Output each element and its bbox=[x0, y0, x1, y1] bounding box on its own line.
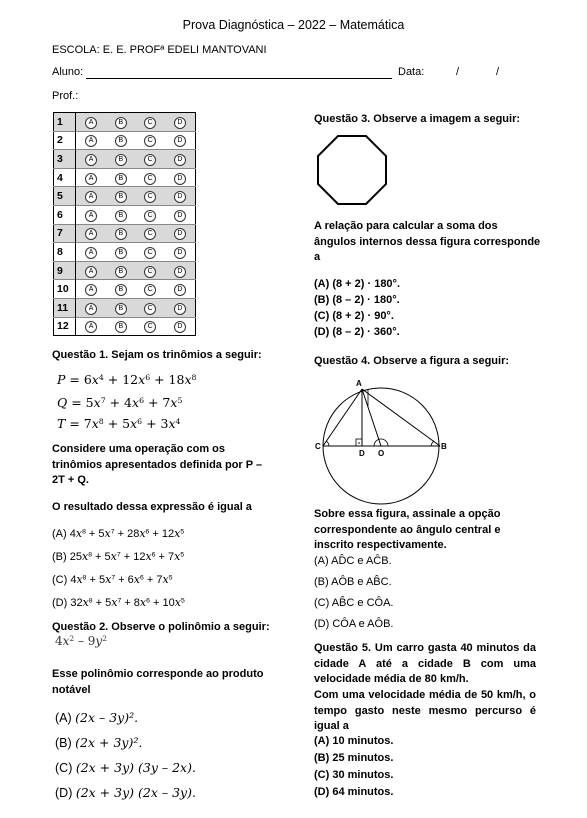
answer-cell bbox=[106, 187, 135, 206]
answer-bubble[interactable]: B bbox=[115, 135, 127, 147]
page-title: Prova Diagnóstica – 2022 – Matemática bbox=[182, 18, 405, 32]
answer-cell bbox=[165, 280, 196, 299]
answer-bubble[interactable]: C bbox=[144, 303, 156, 315]
answer-bubble[interactable]: D bbox=[174, 191, 186, 203]
q2-polynomial: $4x^2 - 9y^2$ bbox=[55, 633, 107, 648]
answer-bubble[interactable]: A bbox=[85, 210, 97, 222]
answer-cell bbox=[135, 224, 164, 243]
answer-bubble[interactable]: A bbox=[85, 173, 97, 185]
q1-eq-q: $Q = 5x^7 + 4x^6 + 7x^5$ bbox=[57, 395, 183, 410]
answer-cell bbox=[106, 317, 135, 336]
answer-bubble[interactable]: A bbox=[85, 303, 97, 315]
answer-cell bbox=[106, 298, 135, 317]
answer-cell bbox=[135, 243, 164, 262]
answer-bubble[interactable]: B bbox=[115, 173, 127, 185]
answer-bubble[interactable]: A bbox=[85, 117, 97, 129]
answer-row bbox=[54, 131, 196, 150]
answer-bubble[interactable]: C bbox=[144, 228, 156, 240]
answer-cell bbox=[76, 298, 107, 317]
school-name: ESCOLA: E. E. PROFª EDELI MANTOVANI bbox=[52, 44, 267, 56]
answer-bubble[interactable]: B bbox=[115, 247, 127, 259]
answer-cell bbox=[106, 243, 135, 262]
q2-option[interactable]: (A) (2x – 3y)². bbox=[55, 710, 139, 725]
answer-row bbox=[54, 261, 196, 280]
answer-bubble[interactable]: D bbox=[174, 321, 186, 333]
answer-cell bbox=[165, 243, 196, 262]
answer-bubble[interactable]: C bbox=[144, 117, 156, 129]
q3-title: Questão 3. Observe a imagem a seguir: bbox=[314, 113, 521, 125]
q3-option[interactable]: (C) (8 + 2) · 90°. bbox=[314, 310, 394, 322]
answer-row bbox=[54, 205, 196, 224]
date-label: Data: bbox=[398, 66, 425, 78]
q5-option[interactable]: (B) 25 minutos. bbox=[314, 752, 394, 764]
q1-eq-p: $P = 6x^4 + 12x^6 + 18x^8$ bbox=[57, 372, 197, 387]
answer-bubble[interactable]: B bbox=[115, 154, 127, 166]
answer-bubble[interactable]: D bbox=[174, 266, 186, 278]
q2-option[interactable]: (D) (2x + 3y) (2x – 3y). bbox=[55, 785, 196, 800]
answer-bubble[interactable]: B bbox=[115, 321, 127, 333]
answer-bubble[interactable]: C bbox=[144, 284, 156, 296]
answer-row-number: 3 bbox=[54, 150, 76, 169]
answer-row-number: 8 bbox=[54, 243, 76, 262]
answer-cell bbox=[165, 261, 196, 280]
label-b: B bbox=[441, 442, 447, 451]
answer-cell bbox=[76, 317, 107, 336]
answer-bubble[interactable]: A bbox=[85, 266, 97, 278]
answer-bubble[interactable]: B bbox=[115, 117, 127, 129]
answer-row-number: 9 bbox=[54, 261, 76, 280]
answer-row-number: 10 bbox=[54, 280, 76, 299]
answer-bubble[interactable]: D bbox=[174, 303, 186, 315]
answer-bubble[interactable]: C bbox=[144, 210, 156, 222]
q4-option[interactable]: (B) AÔB e AB̂C. bbox=[314, 576, 392, 588]
answer-cell bbox=[76, 131, 107, 150]
answer-bubble[interactable]: C bbox=[144, 173, 156, 185]
answer-cell bbox=[135, 150, 164, 169]
answer-bubble[interactable]: C bbox=[144, 247, 156, 259]
answer-cell bbox=[135, 298, 164, 317]
octagon-figure bbox=[316, 134, 388, 206]
q3-option[interactable]: (A) (8 + 2) · 180°. bbox=[314, 278, 401, 290]
answer-bubble[interactable]: B bbox=[115, 266, 127, 278]
answer-row bbox=[54, 298, 196, 317]
answer-cell bbox=[135, 113, 164, 132]
answer-cell bbox=[106, 261, 135, 280]
label-c: C bbox=[315, 442, 321, 451]
q5-option[interactable]: (D) 64 minutos. bbox=[314, 786, 394, 798]
answer-bubble[interactable]: B bbox=[115, 191, 127, 203]
prof-label: Prof.: bbox=[52, 90, 79, 102]
q5-option[interactable]: (C) 30 minutos. bbox=[314, 769, 394, 781]
aluno-label: Aluno: bbox=[52, 66, 84, 78]
answer-bubble[interactable]: D bbox=[174, 173, 186, 185]
answer-bubble[interactable]: A bbox=[85, 284, 97, 296]
answer-row-number: 7 bbox=[54, 224, 76, 243]
circle-figure bbox=[312, 376, 452, 508]
q3-option[interactable]: (D) (8 – 2) · 360°. bbox=[314, 326, 400, 338]
label-o: O bbox=[378, 449, 385, 458]
answer-cell bbox=[135, 205, 164, 224]
label-d: D bbox=[359, 449, 365, 458]
date-separator: / bbox=[496, 66, 500, 78]
answer-bubble[interactable]: B bbox=[115, 210, 127, 222]
q1-prompt: O resultado dessa expressão é igual a bbox=[52, 501, 252, 513]
answer-row bbox=[54, 224, 196, 243]
q2-option[interactable]: (C) (2x + 3y) (3y – 2x). bbox=[55, 760, 196, 775]
answer-row bbox=[54, 168, 196, 187]
answer-bubble[interactable]: B bbox=[115, 284, 127, 296]
answer-cell bbox=[165, 224, 196, 243]
q2-prompt: Esse polinômio corresponde ao produto notável bbox=[52, 668, 264, 696]
answer-cell bbox=[76, 168, 107, 187]
answer-row-number: 4 bbox=[54, 168, 76, 187]
answer-bubble[interactable]: A bbox=[85, 154, 97, 166]
answer-bubble[interactable]: C bbox=[144, 321, 156, 333]
q4-title: Questão 4. Observe a figura a seguir: bbox=[314, 355, 510, 367]
answer-cell bbox=[165, 205, 196, 224]
q1-option[interactable]: (A) $4x^8 + 5x^7 + 28x^6 + 12x^5$ bbox=[52, 527, 185, 540]
answer-cell bbox=[76, 224, 107, 243]
q1-option[interactable]: (C) $4x^8 + 5x^7 + 6x^6 + 7x^5$ bbox=[52, 573, 173, 586]
answer-cell bbox=[165, 150, 196, 169]
answer-bubble[interactable]: D bbox=[174, 154, 186, 166]
answer-bubble[interactable]: C bbox=[144, 266, 156, 278]
answer-row-number: 2 bbox=[54, 131, 76, 150]
q2-option[interactable]: (B) (2x + 3y)². bbox=[55, 735, 143, 750]
answer-cell bbox=[106, 131, 135, 150]
answer-cell bbox=[135, 261, 164, 280]
label-a: A bbox=[356, 379, 362, 388]
answer-cell bbox=[135, 168, 164, 187]
answer-cell bbox=[135, 317, 164, 336]
answer-cell bbox=[76, 280, 107, 299]
answer-bubble[interactable]: D bbox=[174, 247, 186, 259]
answer-cell bbox=[106, 205, 135, 224]
answer-cell bbox=[135, 187, 164, 206]
q1-title: Questão 1. Sejam os trinômios a seguir: bbox=[52, 349, 262, 361]
answer-bubble[interactable]: A bbox=[85, 321, 97, 333]
answer-row bbox=[54, 150, 196, 169]
answer-cell bbox=[76, 243, 107, 262]
aluno-line bbox=[86, 78, 392, 79]
answer-row-number: 11 bbox=[54, 298, 76, 317]
answer-cell bbox=[76, 261, 107, 280]
answer-bubble[interactable]: A bbox=[85, 228, 97, 240]
answer-bubble[interactable]: D bbox=[174, 284, 186, 296]
answer-row bbox=[54, 243, 196, 262]
answer-cell bbox=[165, 317, 196, 336]
answer-cell bbox=[165, 187, 196, 206]
answer-cell bbox=[106, 280, 135, 299]
answer-bubble[interactable]: D bbox=[174, 228, 186, 240]
q2-title: Questão 2. Observe o polinômio a seguir: bbox=[52, 621, 270, 633]
answer-bubble[interactable]: B bbox=[115, 228, 127, 240]
answer-cell bbox=[165, 113, 196, 132]
q1-option[interactable]: (D) $32x^8 + 5x^7 + 8x^6 + 10x^5$ bbox=[52, 596, 185, 609]
answer-bubble[interactable]: A bbox=[85, 191, 97, 203]
answer-bubble[interactable]: C bbox=[144, 154, 156, 166]
answer-bubble[interactable]: A bbox=[85, 247, 97, 259]
q5-question: Com uma velocidade média de 50 km/h, o tempo gasto neste mesmo percurso é igual a bbox=[314, 689, 536, 732]
answer-bubble[interactable]: C bbox=[144, 135, 156, 147]
answer-cell bbox=[106, 113, 135, 132]
answer-grid bbox=[53, 112, 196, 336]
q4-option[interactable]: (C) AB̂C e CÔA. bbox=[314, 597, 394, 609]
answer-bubble[interactable]: C bbox=[144, 191, 156, 203]
answer-cell bbox=[135, 131, 164, 150]
answer-bubble[interactable]: D bbox=[174, 117, 186, 129]
answer-cell bbox=[76, 113, 107, 132]
q5-statement: Questão 5. Um carro gasta 40 minutos da cidade A até a cidade B com uma velocidade média de 80 km/h. bbox=[314, 642, 536, 685]
answer-cell bbox=[165, 131, 196, 150]
q1-eq-t: $T = 7x^8 + 5x^6 + 3x^4$ bbox=[57, 416, 181, 431]
answer-cell bbox=[165, 168, 196, 187]
answer-cell bbox=[106, 224, 135, 243]
q3-option[interactable]: (B) (8 – 2) · 180°. bbox=[314, 294, 400, 306]
answer-row bbox=[54, 187, 196, 206]
date-separator: / bbox=[456, 66, 460, 78]
answer-cell bbox=[76, 187, 107, 206]
answer-cell bbox=[165, 298, 196, 317]
q5-option[interactable]: (A) 10 minutos. bbox=[314, 735, 394, 747]
q4-statement: Sobre essa figura, assinale a opção correspondente ao ângulo central e inscrito respectivamente. bbox=[314, 508, 501, 551]
q1-statement: Considere uma operação com os trinômios apresentados definida por P – 2T + Q. bbox=[52, 443, 263, 486]
answer-row-number: 6 bbox=[54, 205, 76, 224]
answer-cell bbox=[76, 150, 107, 169]
answer-row bbox=[54, 317, 196, 336]
q3-statement: A relação para calcular a soma dos ângulos internos dessa figura corresponde a bbox=[314, 220, 541, 263]
answer-row-number: 12 bbox=[54, 317, 76, 336]
answer-row bbox=[54, 113, 196, 132]
answer-row-number: 5 bbox=[54, 187, 76, 206]
answer-bubble[interactable]: D bbox=[174, 135, 186, 147]
q4-option[interactable]: (D) CÔA e AÔB. bbox=[314, 618, 394, 630]
answer-bubble[interactable]: A bbox=[85, 135, 97, 147]
answer-cell bbox=[76, 205, 107, 224]
q4-option[interactable]: (A) AD̂C e AĈB. bbox=[314, 555, 392, 567]
answer-row bbox=[54, 280, 196, 299]
q1-option[interactable]: (B) $25x^8 + 5x^7 + 12x^6 + 7x^5$ bbox=[52, 550, 185, 563]
answer-cell bbox=[106, 150, 135, 169]
answer-cell bbox=[135, 280, 164, 299]
answer-bubble[interactable]: B bbox=[115, 303, 127, 315]
answer-row-number: 1 bbox=[54, 113, 76, 132]
answer-cell bbox=[106, 168, 135, 187]
answer-bubble[interactable]: D bbox=[174, 210, 186, 222]
